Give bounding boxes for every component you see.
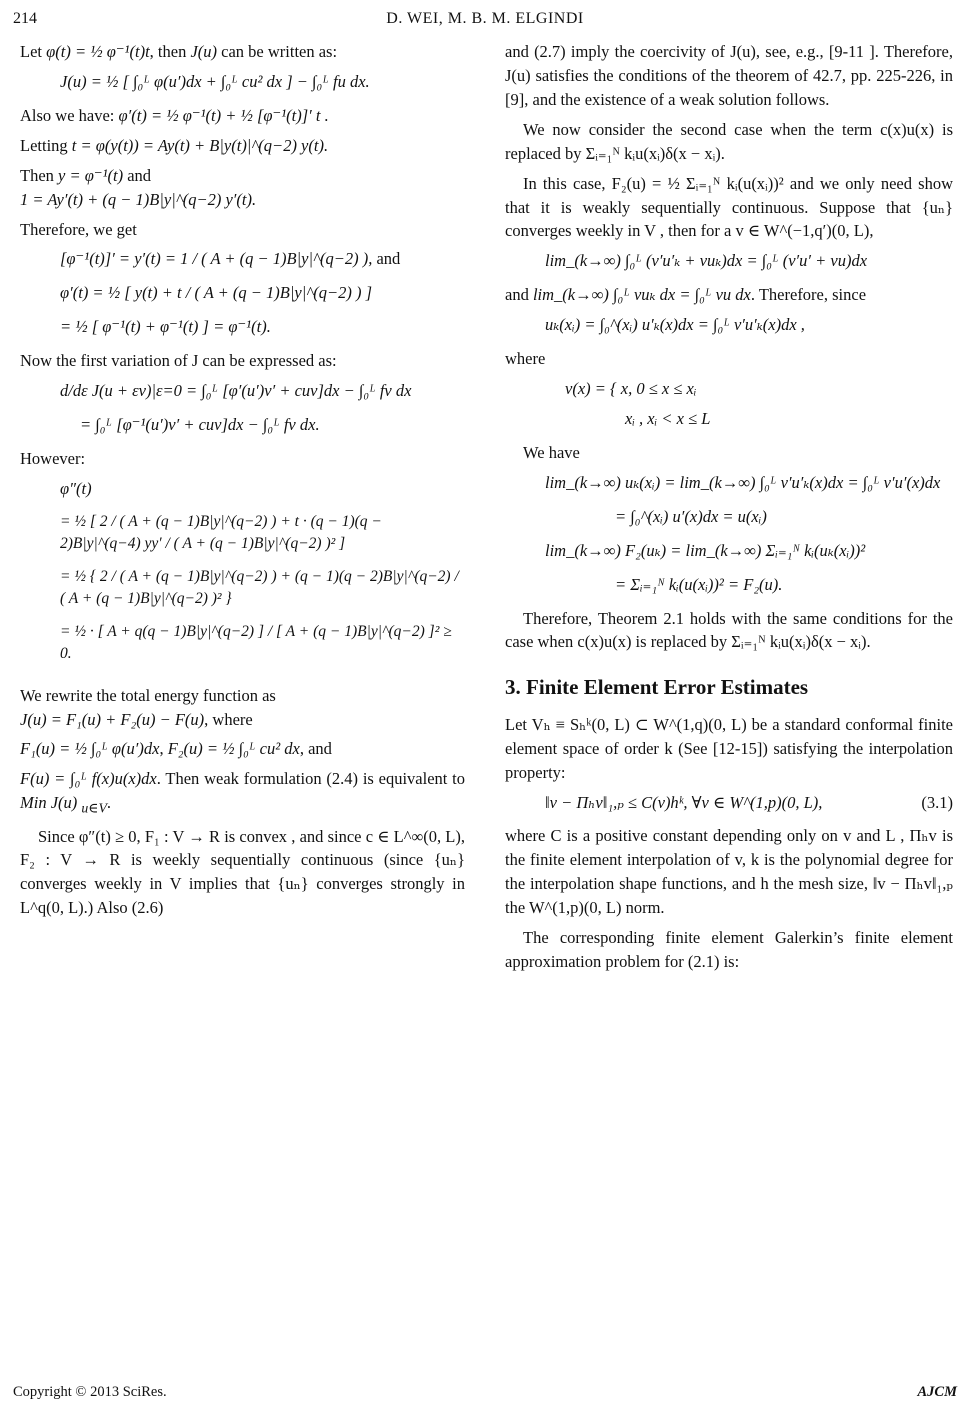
equation-number: (3.1): [921, 792, 953, 812]
equation-variation-1: d/dε J(u + εv)|ε=0 = ∫₀ᴸ [φ′(u′)v′ + cuv]dx − ∫₀ᴸ fv dx: [60, 381, 412, 401]
text: can be written as:: [221, 42, 338, 61]
paragraph: We now consider the second case when the term c(x)u(x) is replaced by Σᵢ₌₁ᴺ kᵢu(xᵢ)δ(x − xᵢ).: [505, 119, 953, 163]
paragraph: We have: [523, 442, 580, 462]
equation-v-case-1: v(x) = { x, 0 ≤ x ≤ xᵢ: [565, 379, 697, 399]
equation-limit-1: lim_(k→∞) ∫₀ᴸ (v′u′ₖ + vuₖ)dx = ∫₀ᴸ (v′u′ + vu)dx: [545, 251, 868, 271]
equation-phi-double-prime: φ″(t): [60, 478, 92, 498]
paragraph: Let Vₕ ≡ Sₕᵏ(0, L) ⊂ W^(1,q)(0, L) be a standard conformal finite element space of order k (See [12-15]) satisfying the interpolation property:: [505, 714, 953, 782]
text: . Then weak formulation (2.4) is equivalent to: [156, 769, 465, 789]
paragraph: Therefore, Theorem 2.1 holds with the same conditions for the case when c(x)u(x) is replaced by Σᵢ₌₁ᴺ kᵢu(xᵢ)δ(x − xᵢ).: [505, 608, 953, 652]
text: , where: [204, 709, 253, 729]
paragraph: where: [505, 349, 546, 369]
equation-text: [φ⁻¹(t)]′ = y′(t) = 1 / ( A + (q − 1)B|y|^(q−2) ),: [60, 249, 373, 269]
paragraph: Now the first variation of J can be expressed as:: [20, 351, 337, 371]
text: We rewrite the total energy function as: [20, 685, 276, 705]
equation-uk: uₖ(xᵢ) = ∫₀^(xᵢ) u′ₖ(x)dx = ∫₀ᴸ v′u′ₖ(x)dx ,: [545, 315, 805, 335]
inline-equation: 1 = Ay′(t) + (q − 1)B|y|^(q−2) y′(t).: [20, 189, 257, 209]
equation-inverse-derivative: [20, 247, 465, 271]
paragraph: F(u) = ∫₀ᴸ f(x)u(x)dx. Then weak formulation (2.4) is equivalent to Min J(u) $_{u\in V}$.: [20, 769, 465, 816]
inline-equation: φ(t) = ½ φ⁻¹(t)t: [46, 42, 150, 61]
equation-variation-2: = ∫₀ᴸ [φ⁻¹(u′)v′ + cuv]dx − ∫₀ᴸ fv dx.: [80, 415, 320, 435]
inline-equation: φ′(t) = ½ φ⁻¹(t) + ½ [φ⁻¹(t)]′ t .: [118, 105, 329, 125]
equation-we-have-1: lim_(k→∞) uₖ(xᵢ) = lim_(k→∞) ∫₀ᴸ v′u′ₖ(x)dx = ∫₀ᴸ v′u′(x)dx: [545, 472, 941, 492]
right-column: [505, 40, 953, 980]
text: , then: [149, 42, 187, 61]
paragraph: F₁(u) = ½ ∫₀ᴸ φ(u′)dx, F₂(u) = ½ ∫₀ᴸ cu² dx, and: [20, 739, 332, 759]
equation-3-1: [505, 791, 953, 815]
equation-we-have-4: = Σᵢ₌₁ᴺ kᵢ(u(xᵢ))² = F₂(u).: [615, 574, 783, 594]
inline-equation: F₂(u) = ½ ∫₀ᴸ cu² dx: [167, 739, 300, 759]
text: and: [127, 165, 152, 185]
equation-h2: = ½ { 2 / ( A + (q − 1)B|y|^(q−2) ) + (q − 1)(q − 2)B|y|^(q−2) / ( A + (q − 1)B|y|^(q−2) )² }: [60, 567, 459, 608]
paragraph: [20, 164, 465, 212]
paragraph: Since φ″(t) ≥ 0, F₁ : V → R is convex , and since c ∈ L^∞(0, L), F₂ : V → R is weekly sequentially continuous (since {uₙ} converges weekly in V implies that {uₙ} converges strongly in L^q(0, L).) Also (2.6): [20, 826, 465, 918]
text: Then: [20, 165, 54, 185]
inline-equation: J(u) = F₁(u) + F₂(u) − F(u): [20, 709, 205, 729]
text: and: [505, 285, 529, 305]
inline-equation: F(u) = ∫₀ᴸ f(x)u(x)dx: [20, 769, 157, 789]
text: Letting: [20, 135, 68, 155]
equation-h1: = ½ [ 2 / ( A + (q − 1)B|y|^(q−2) ) + t · (q − 1)(q − 2)B|y|^(q−4) yy′ / ( A + (q − 1)B|y|^(q−2) )² ]: [60, 512, 382, 553]
paragraph: [20, 104, 465, 128]
paragraph: [20, 684, 465, 732]
running-title: D. WEI, M. B. M. ELGINDI: [386, 10, 584, 27]
page-header: [0, 10, 970, 40]
equation-v-case-2: xᵢ , xᵢ < x ≤ L: [625, 408, 711, 428]
paragraph: In this case, F₂(u) = ½ Σᵢ₌₁ᴺ kᵢ(u(xᵢ))² and we only need show that it is weakly sequentially continuous. Suppose that {uₙ} converges weekly in V , then for a v ∈ W^(−1,q′)(0, L),: [505, 173, 953, 241]
section-title: 3. Finite Element Error Estimates: [505, 675, 809, 700]
equation-phi-prime-2: = ½ [ φ⁻¹(t) + φ⁻¹(t) ] = φ⁻¹(t).: [60, 317, 271, 337]
inline-equation: y = φ⁻¹(t): [58, 165, 124, 185]
inline-equation: t = φ(y(t)) = Ay(t) + B|y(t)|^(q−2) y(t).: [71, 135, 329, 155]
inline-equation: lim_(k→∞) ∫₀ᴸ vuₖ dx = ∫₀ᴸ vu dx: [532, 285, 751, 305]
paragraph: [505, 283, 953, 307]
journal-name: AJCM: [917, 1384, 957, 1400]
equation-we-have-3: lim_(k→∞) F₂(uₖ) = lim_(k→∞) Σᵢ₌₁ᴺ kᵢ(uₖ(xᵢ))²: [545, 540, 866, 560]
left-column: [20, 40, 465, 926]
text: and: [376, 249, 401, 269]
equation-J: J(u) = ½ [ ∫₀ᴸ φ(u′)dx + ∫₀ᴸ cu² dx ] − ∫₀ᴸ fu dx.: [60, 71, 370, 91]
equation-we-have-2: = ∫₀^(xᵢ) u′(x)dx = u(xᵢ): [615, 506, 767, 526]
paragraph: and (2.7) imply the coercivity of J(u), see, e.g., [9-11 ]. Therefore, J(u) satisfies the conditions of the theorem of 42.7, pp. 225-226, in [9], and the existence of a weak solution follows.: [505, 42, 953, 109]
subscript: u∈V: [81, 800, 107, 816]
text: Also we have:: [20, 105, 115, 125]
paragraph: Therefore, we get: [20, 219, 137, 239]
equation-phi-prime-1: φ′(t) = ½ [ y(t) + t / ( A + (q − 1)B|y|^(q−2) ) ]: [60, 283, 373, 303]
paragraph: The corresponding finite element Galerkin’s finite element approximation problem for (2.1) is:: [505, 928, 953, 972]
paragraph: However:: [20, 448, 86, 468]
inline-equation: J(u): [190, 42, 218, 61]
text: . Therefore, since: [750, 285, 867, 305]
equation-h3: = ½ · [ A + q(q − 1)B|y|^(q−2) ] / [ A + (q − 1)B|y|^(q−2) ]² ≥ 0.: [60, 622, 452, 663]
paragraph: where C is a positive constant depending only on v and L , Πₕv is the finite element interpolation of v, k is the polynomial degree for the interpolation shape functions, and h the mesh size, ‖v − Πₕv‖₁,ₚ the W^(1,p)(0, L) norm.: [505, 826, 953, 918]
inline-equation: F₁(u) = ½ ∫₀ᴸ φ(u′)dx: [20, 739, 160, 759]
inline-equation: Min J(u): [20, 793, 78, 813]
equation-text: ‖v − Πₕv‖₁,ₚ ≤ C(v)hᵏ, ∀v ∈ W^(1,p)(0, L),: [545, 792, 823, 812]
text: , and: [299, 739, 332, 759]
copyright: Copyright © 2013 SciRes.: [13, 1384, 167, 1400]
paragraph: [20, 134, 465, 158]
page-number: 214: [13, 10, 37, 27]
text: Let: [20, 42, 42, 61]
paragraph: [20, 40, 465, 64]
